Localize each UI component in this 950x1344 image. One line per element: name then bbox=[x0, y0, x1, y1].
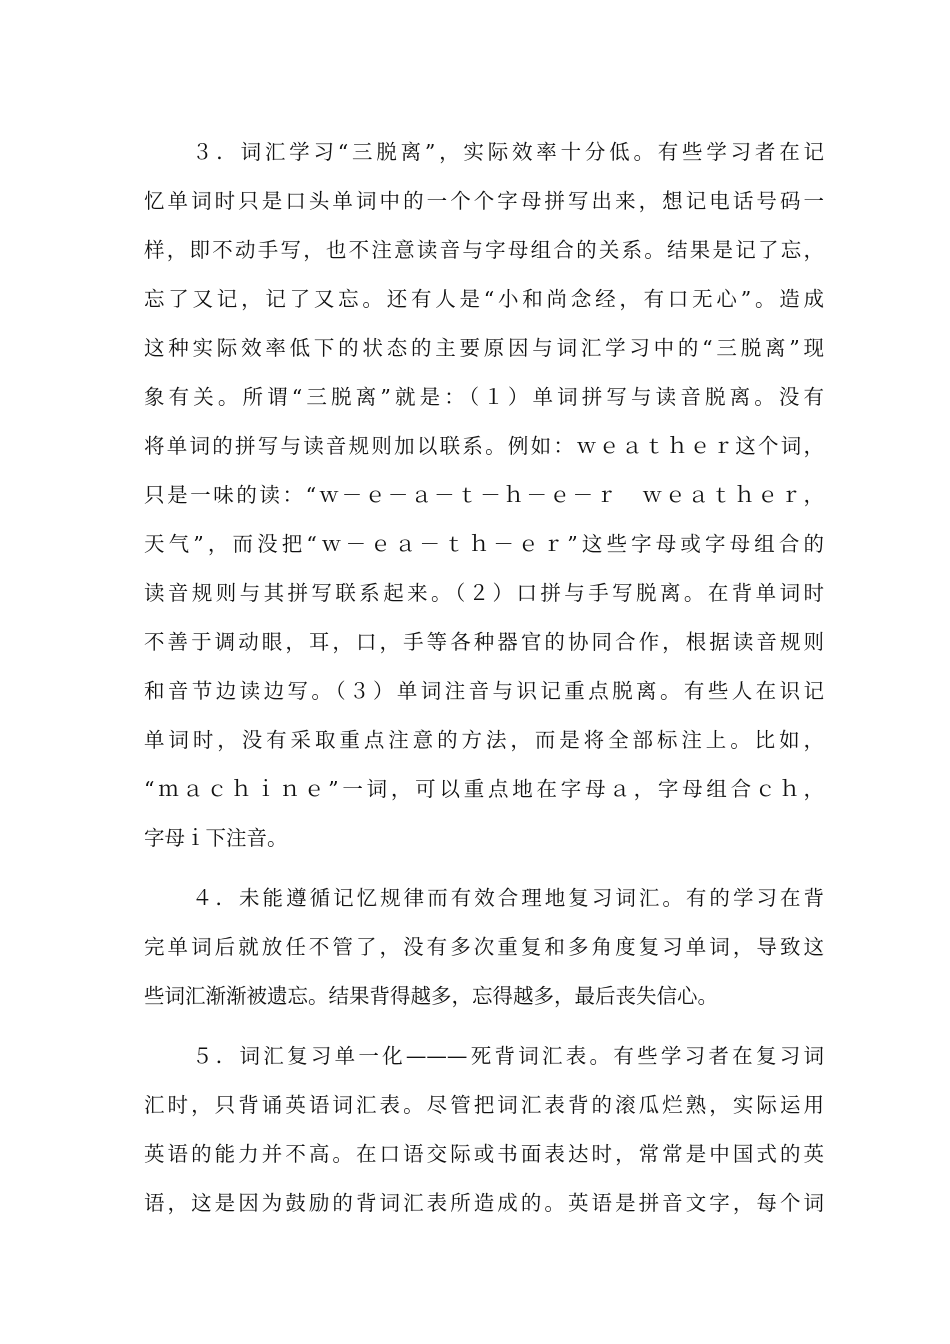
paragraph-5-line-4: 语，这是因为鼓励的背词汇表所造成的。英语是拼音文字，每个词 bbox=[144, 1191, 824, 1215]
paragraph-3-line-2: 忆单词时只是口头单词中的一个个字母拼写出来，想记电话号码一 bbox=[144, 189, 824, 213]
paragraph-3-line-6: 象有关。所谓“三脱离”就是：（１）单词拼写与读音脱离。没有 bbox=[144, 385, 824, 409]
paragraph-3-line-11: 不善于调动眼，耳，口，手等各种器官的协同合作，根据读音规则 bbox=[144, 630, 824, 654]
paragraph-4-line-3: 些词汇渐渐被遗忘。结果背得越多，忘得越多，最后丧失信心。 bbox=[144, 984, 718, 1008]
paragraph-3-line-9: 天气”，而没把“ｗ－ｅａ－ｔｈ－ｅｒ”这些字母或字母组合的 bbox=[144, 532, 824, 556]
paragraph-3-line-5: 这种实际效率低下的状态的主要原因与词汇学习中的“三脱离”现 bbox=[144, 336, 824, 360]
paragraph-3-line-3: 样，即不动手写，也不注意读音与字母组合的关系。结果是记了忘， bbox=[144, 238, 824, 262]
paragraph-3-line-15: 字母ｉ下注音。 bbox=[144, 826, 288, 850]
paragraph-5-line-3: 英语的能力并不高。在口语交际或书面表达时，常常是中国式的英 bbox=[144, 1142, 824, 1166]
paragraph-5-line-2: 汇时，只背诵英语词汇表。尽管把词汇表背的滚瓜烂熟，实际运用 bbox=[144, 1093, 824, 1117]
paragraph-3-line-8: 只是一味的读：“ｗ－ｅ－ａ－ｔ－ｈ－ｅ－ｒ ｗｅａｔｈｅｒ， bbox=[144, 483, 824, 507]
paragraph-3-line-14: “ｍａｃｈｉｎｅ”一词，可以重点地在字母ａ，字母组合ｃｈ， bbox=[144, 777, 824, 801]
paragraph-3-line-1: ３．词汇学习“三脱离”，实际效率十分低。有些学习者在记 bbox=[192, 140, 824, 164]
paragraph-3-line-12: 和音节边读边写。（３）单词注音与识记重点脱离。有些人在识记 bbox=[144, 679, 824, 703]
paragraph-4-line-1: ４．未能遵循记忆规律而有效合理地复习词汇。有的学习在背 bbox=[192, 886, 824, 910]
paragraph-3-line-7: 将单词的拼写与读音规则加以联系。例如：ｗｅａｔｈｅｒ这个词， bbox=[144, 434, 824, 458]
paragraph-3-line-4: 忘了又记，记了又忘。还有人是“小和尚念经，有口无心”。造成 bbox=[144, 287, 824, 311]
paragraph-4-line-2: 完单词后就放任不管了，没有多次重复和多角度复习单词，导致这 bbox=[144, 935, 824, 959]
paragraph-5-line-1: ５．词汇复习单一化———死背词汇表。有些学习者在复习词 bbox=[192, 1044, 824, 1068]
paragraph-3-line-13: 单词时，没有采取重点注意的方法，而是将全部标注上。比如， bbox=[144, 728, 824, 752]
paragraph-3-line-10: 读音规则与其拼写联系起来。（２）口拼与手写脱离。在背单词时 bbox=[144, 581, 824, 605]
